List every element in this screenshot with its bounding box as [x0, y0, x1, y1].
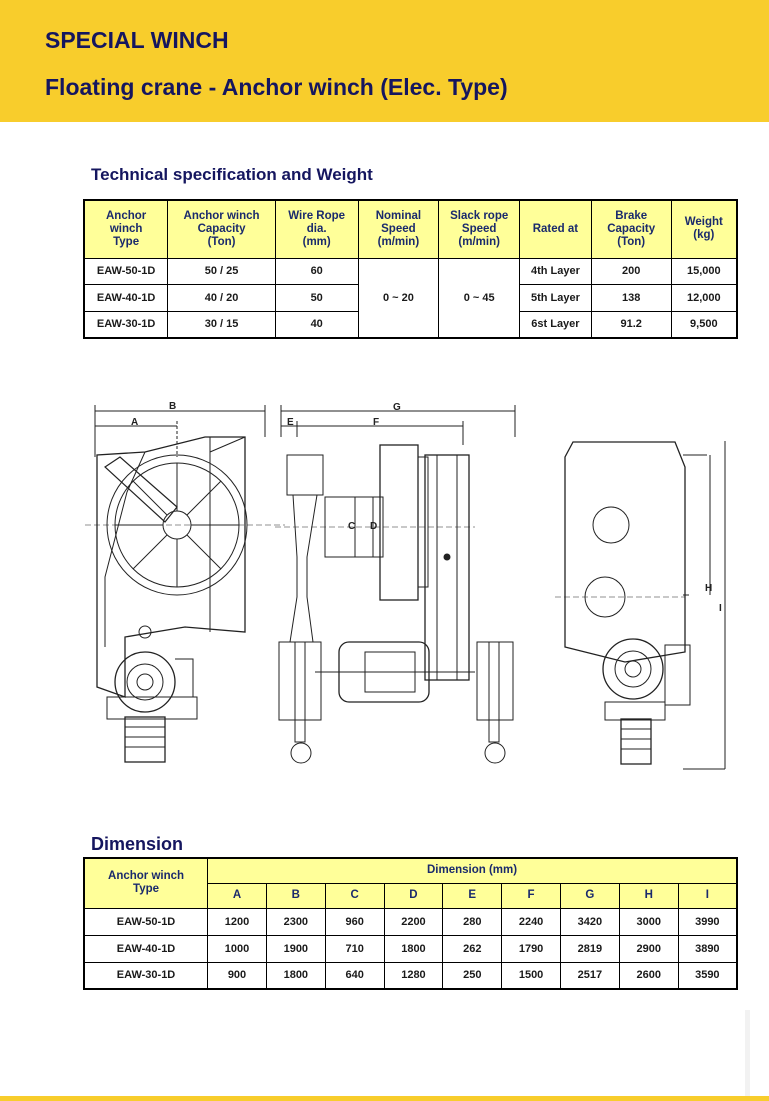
cell-nominal-speed: 0 ~ 20 [358, 258, 439, 338]
cell-dim: 262 [443, 935, 502, 962]
header-band [0, 0, 769, 122]
cell-rated: 6st Layer [520, 311, 592, 338]
cell-dim: 2900 [619, 935, 678, 962]
cell-dim: 1000 [208, 935, 267, 962]
cell-weight: 9,500 [671, 311, 737, 338]
dimension-table [83, 857, 738, 990]
dim-label-g: G [393, 402, 401, 413]
cell-capacity: 40 / 20 [168, 284, 276, 311]
cell-dim: 710 [325, 935, 384, 962]
cell-rope: 60 [275, 258, 358, 284]
page-subtitle: Floating crane - Anchor winch (Elec. Type) [45, 74, 508, 100]
cell-weight: 12,000 [671, 284, 737, 311]
cell-rated: 5th Layer [520, 284, 592, 311]
winch-drawing [85, 397, 765, 782]
cell-dim: 2240 [502, 908, 561, 935]
dim-label-d: D [370, 521, 378, 532]
dim-label-i: I [719, 603, 722, 614]
table-row [84, 935, 737, 962]
cell-dim: 900 [208, 962, 267, 989]
cell-type: EAW-30-1D [84, 311, 168, 338]
cell-dim: 2300 [266, 908, 325, 935]
cell-brake: 200 [591, 258, 671, 284]
page-title: SPECIAL WINCH [45, 27, 229, 53]
cell-type: EAW-40-1D [84, 284, 168, 311]
table-row [84, 258, 737, 284]
cell-dim: 1500 [502, 962, 561, 989]
cell-rated: 4th Layer [520, 258, 592, 284]
dim-label-b: B [169, 401, 177, 412]
dim-col-f: F [502, 883, 561, 908]
dim-col-a: A [208, 883, 267, 908]
front-view [275, 405, 515, 763]
cell-dim: 1200 [208, 908, 267, 935]
cell-rope: 50 [275, 284, 358, 311]
cell-brake: 138 [591, 284, 671, 311]
spec-header-brake: Brake Capacity (Ton) [591, 200, 671, 258]
cell-brake: 91.2 [591, 311, 671, 338]
cell-dim: 3990 [678, 908, 737, 935]
cell-capacity: 50 / 25 [168, 258, 276, 284]
cell-dim: 250 [443, 962, 502, 989]
cell-capacity: 30 / 15 [168, 311, 276, 338]
cell-dim: 1800 [384, 935, 443, 962]
dim-col-d: D [384, 883, 443, 908]
cell-type: EAW-30-1D [84, 962, 208, 989]
cell-dim: 2517 [560, 962, 619, 989]
cell-rope: 40 [275, 311, 358, 338]
cell-dim: 2819 [560, 935, 619, 962]
dim-label-f: F [373, 417, 380, 428]
cell-dim: 3420 [560, 908, 619, 935]
spec-header-type: Anchor winch Type [84, 200, 168, 258]
cell-type: EAW-40-1D [84, 935, 208, 962]
page-edge-shade [745, 1010, 750, 1101]
footer-band [0, 1096, 769, 1101]
spec-section-title: Technical specification and Weight [91, 165, 373, 184]
cell-dim: 3890 [678, 935, 737, 962]
spec-header-nominal: Nominal Speed (m/min) [358, 200, 439, 258]
dim-label-h: H [705, 583, 713, 594]
dim-label-a: A [131, 417, 139, 428]
dimension-section-title: Dimension [91, 834, 184, 854]
spec-header-slack: Slack rope Speed (m/min) [439, 200, 520, 258]
dim-col-i: I [678, 883, 737, 908]
cell-dim: 2600 [619, 962, 678, 989]
cell-slack-speed: 0 ~ 45 [439, 258, 520, 338]
dim-col-h: H [619, 883, 678, 908]
dim-header-group: Dimension (mm) [208, 858, 737, 883]
dim-col-e: E [443, 883, 502, 908]
table-row [84, 962, 737, 989]
side-view [85, 405, 285, 762]
cell-weight: 15,000 [671, 258, 737, 284]
cell-dim: 280 [443, 908, 502, 935]
spec-table [83, 199, 738, 339]
cell-dim: 640 [325, 962, 384, 989]
spec-header-weight: Weight (kg) [671, 200, 737, 258]
cell-dim: 3590 [678, 962, 737, 989]
dim-label-e: E [287, 417, 294, 428]
dim-col-c: C [325, 883, 384, 908]
dim-label-c: C [348, 521, 356, 532]
cell-dim: 1800 [266, 962, 325, 989]
spec-header-rated: Rated at [520, 200, 592, 258]
spec-header-rope: Wire Rope dia. (mm) [275, 200, 358, 258]
cell-dim: 960 [325, 908, 384, 935]
cell-dim: 3000 [619, 908, 678, 935]
cell-type: EAW-50-1D [84, 258, 168, 284]
dim-col-g: G [560, 883, 619, 908]
dim-col-b: B [266, 883, 325, 908]
table-row [84, 908, 737, 935]
cell-dim: 1790 [502, 935, 561, 962]
rear-view [555, 441, 725, 769]
cell-dim: 1280 [384, 962, 443, 989]
spec-header-capacity: Anchor winch Capacity (Ton) [168, 200, 276, 258]
cell-dim: 1900 [266, 935, 325, 962]
dim-header-type: Anchor winch Type [84, 858, 208, 908]
cell-type: EAW-50-1D [84, 908, 208, 935]
cell-dim: 2200 [384, 908, 443, 935]
